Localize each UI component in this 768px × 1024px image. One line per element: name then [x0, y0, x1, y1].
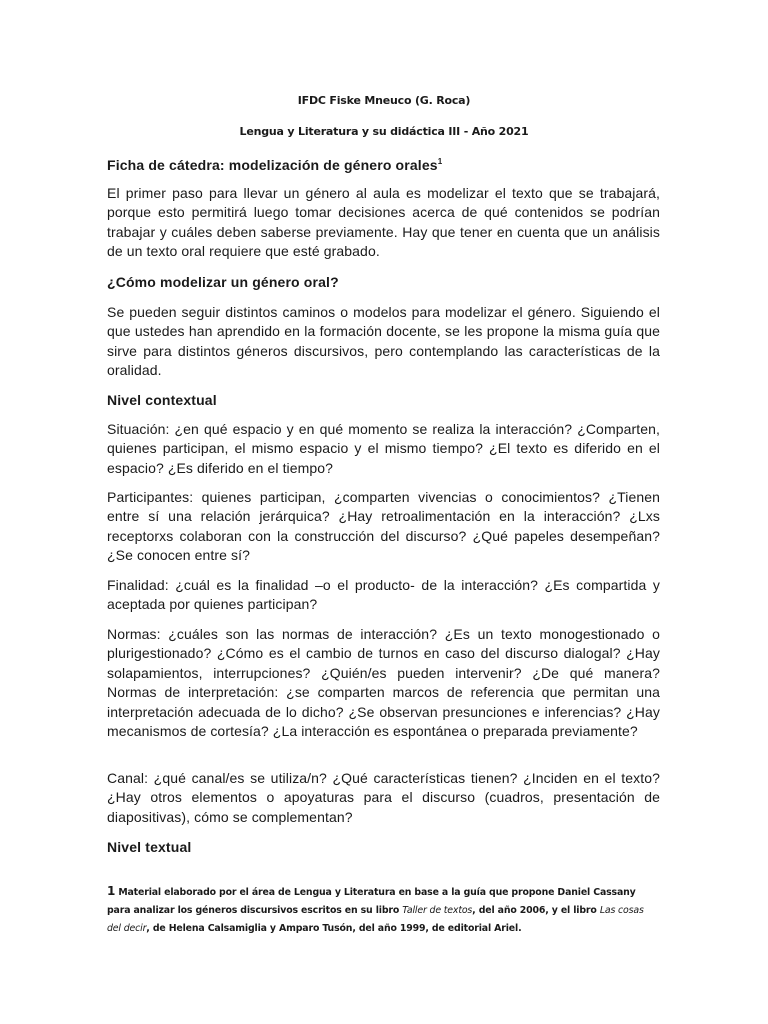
situacion-paragraph: Situación: ¿en qué espacio y en qué momento se realiza la interacción? ¿Comparten, quienes participan, el mismo espacio y el mismo tiempo? ¿El texto es diferido en el espacio? ¿Es diferido en el tiempo? [107, 421, 660, 476]
footnote [107, 882, 660, 938]
footnote-text-b: , del año 2006, y el libro [472, 905, 597, 916]
footnote-text-c: , de Helena Calsamiglia y Amparo Tusón, del año 1999, de editorial Ariel. [146, 923, 522, 934]
section-heading-como-modelizar: ¿Cómo modelizar un género oral? [107, 274, 339, 290]
course-header: Lengua y Literatura y su didáctica III - Año 2021 [239, 125, 529, 138]
footnote-text-a: Material elaborado por el área de Lengua y Literatura en base a la guía que propone Daniel Cassany para analizar los géneros discursivos escritos en su libro [107, 887, 636, 916]
finalidad-paragraph: Finalidad: ¿cuál es la finalidad –o el producto- de la interacción? ¿Es compartida y aceptada por quienes participan? [107, 577, 660, 613]
section-heading-nivel-contextual: Nivel contextual [107, 392, 217, 408]
footnote-number: 1 [107, 884, 116, 898]
section-heading-nivel-textual: Nivel textual [107, 839, 192, 855]
participantes-paragraph: Participantes: quienes participan, ¿comparten vivencias o conocimientos? ¿Tienen entre sí una relación jerárquica? ¿Hay retroalimentación en la interacción? ¿Lxs receptorxs colaboran con la construcción del discurso? ¿Qué papeles desempeñan? ¿Se conocen entre sí? [107, 489, 660, 564]
normas-paragraph: Normas: ¿cuáles son las normas de interacción? ¿Es un texto monogestionado o plurigestionado? ¿Cómo es el cambio de turnos en caso del discurso dialogal? ¿Hay solapamientos, interrupciones? ¿Quién/es pueden intervenir? ¿De qué manera? Normas de interpretación: ¿se comparten marcos de referencia que permitan una interpretación adecuada de lo dicho? ¿Se observan presunciones e inferencias? ¿Hay mecanismos de cortesía? ¿La interacción es espontánea o preparada previamente? [107, 626, 660, 740]
institution-header: IFDC Fiske Mneuco (G. Roca) [297, 94, 471, 107]
canal-paragraph: Canal: ¿qué canal/es se utiliza/n? ¿Qué características tienen? ¿Inciden en el texto? ¿Hay otros elementos o apoyaturas para el discurso (cuadros, presentación de diapositivas), cómo se complementan? [107, 770, 660, 825]
document-title [107, 157, 442, 173]
intro-paragraph: El primer paso para llevar un género al aula es modelizar el texto que se trabajará, porque esto permitirá luego tomar decisiones acerca de qué contenidos se podrían trabajar y cuáles deben saberse previamente. Hay que tener en cuenta que un análisis de un texto oral requiere que esté grabado. [107, 185, 660, 260]
footnote-ref: 1 [437, 157, 443, 166]
como-modelizar-paragraph: Se pueden seguir distintos caminos o modelos para modelizar el género. Siguiendo el que ustedes han aprendido en la formación docente, se les propone la misma guía que sirve para distintos géneros discursivos, pero contemplando las características de la oralidad. [107, 304, 660, 379]
document-title-text: Ficha de cátedra: modelización de género orales [107, 157, 438, 173]
footnote-book-taller: Taller de textos [402, 905, 473, 916]
footnote-book-cosas: Las cosas del decir [107, 905, 644, 934]
